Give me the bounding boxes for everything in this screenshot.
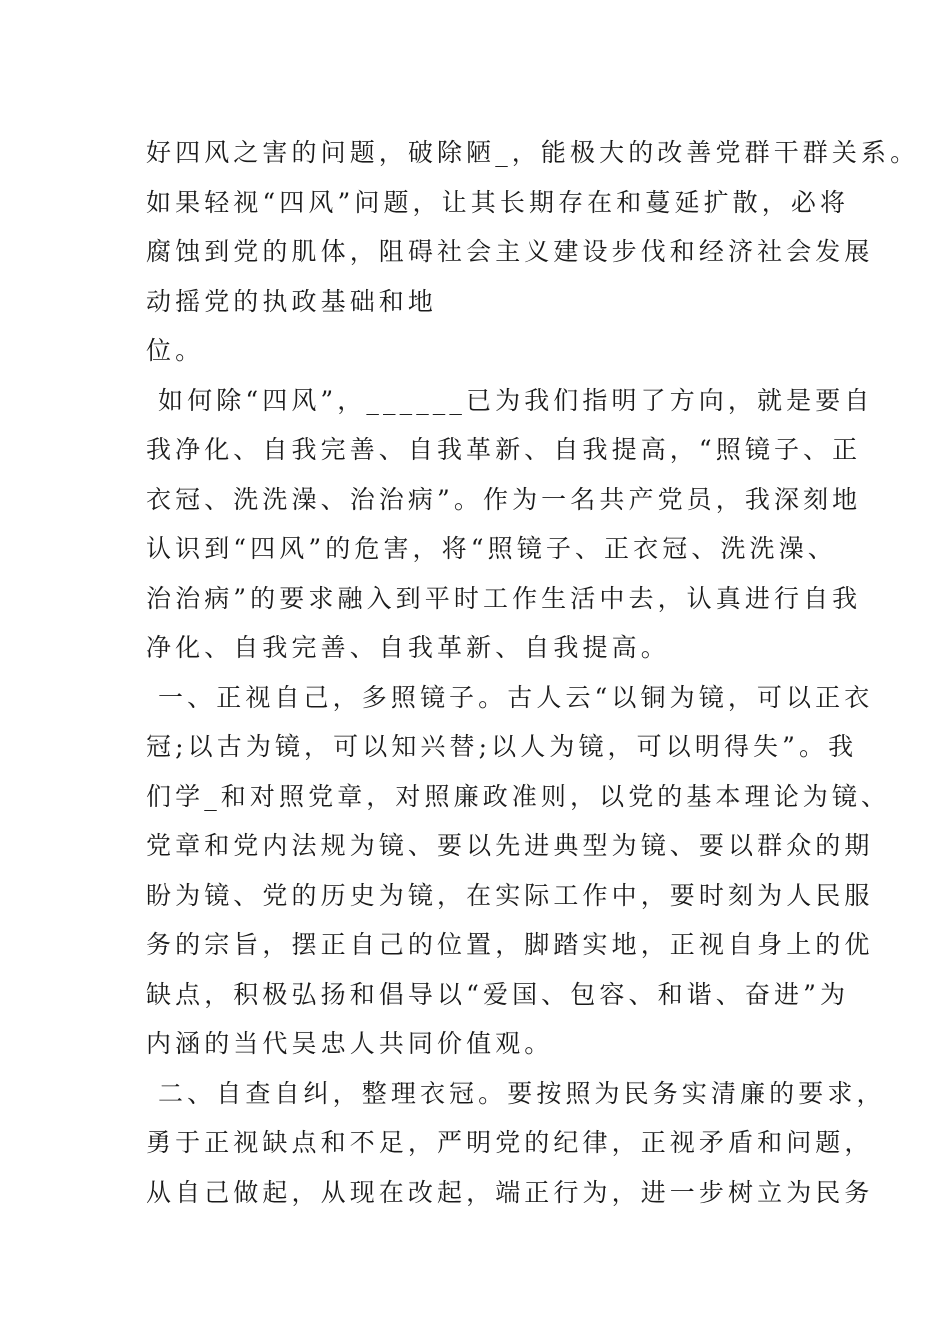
text-line: 从自己做起，从现在改起，端正行为，进一步树立为民务 — [146, 1177, 874, 1207]
text-line: 认识到“四风”的危害，将“照镜子、正衣冠、洗洗澡、 — [146, 534, 837, 563]
text-line: 我净化、自我完善、自我革新、自我提高，“照镜子、正 — [146, 435, 862, 464]
text-line: 腐蚀到党的肌体，阻碍社会主义建设步伐和经济社会发展 — [146, 237, 874, 266]
text-line: 位。 — [146, 336, 205, 365]
text-line: 们学_和对照党章，对照廉政准则，以党的基本理论为镜、 — [146, 781, 891, 811]
text-line: 冠;以古为镜，可以知兴替;以人为镜，可以明得失”。我 — [146, 732, 858, 761]
text-line: 治治病”的要求融入到平时工作生活中去，认真进行自我 — [146, 583, 862, 613]
text-line: 缺点，积极弘扬和倡导以“爱国、包容、和谐、奋进”为 — [146, 979, 850, 1009]
text-line: 内涵的当代吴忠人共同价值观。 — [146, 1029, 554, 1058]
text-line: 如何除“四风”，______已为我们指明了方向，就是要自 — [146, 385, 874, 415]
text-line: 动摇党的执政基础和地 — [146, 286, 438, 316]
text-line: 勇于正视缺点和不足，严明党的纪律，正视矛盾和问题， — [146, 1128, 874, 1157]
text-line: 务的宗旨，摆正自己的位置，脚踏实地，正视自身上的优 — [146, 930, 874, 959]
body-text — [146, 128, 920, 1217]
text-line: 盼为镜、党的历史为镜，在实际工作中，要时刻为人民服 — [146, 880, 874, 910]
text-line: 二、自查自纠，整理衣冠。要按照为民务实清廉的要求， — [146, 1078, 886, 1108]
text-line: 净化、自我完善、自我革新、自我提高。 — [146, 633, 670, 662]
text-line: 好四风之害的问题，破除陋_，能极大的改善党群干群关系。 — [146, 138, 920, 167]
text-line: 一、正视自己，多照镜子。古人云“以铜为镜，可以正衣 — [146, 682, 874, 712]
text-line: 党章和党内法规为镜、要以先进典型为镜、要以群众的期 — [146, 831, 874, 860]
text-line: 衣冠、洗洗澡、治治病”。作为一名共产党员，我深刻地 — [146, 484, 862, 514]
text-line: 如果轻视“四风”问题，让其长期存在和蔓延扩散，必将 — [146, 187, 850, 217]
